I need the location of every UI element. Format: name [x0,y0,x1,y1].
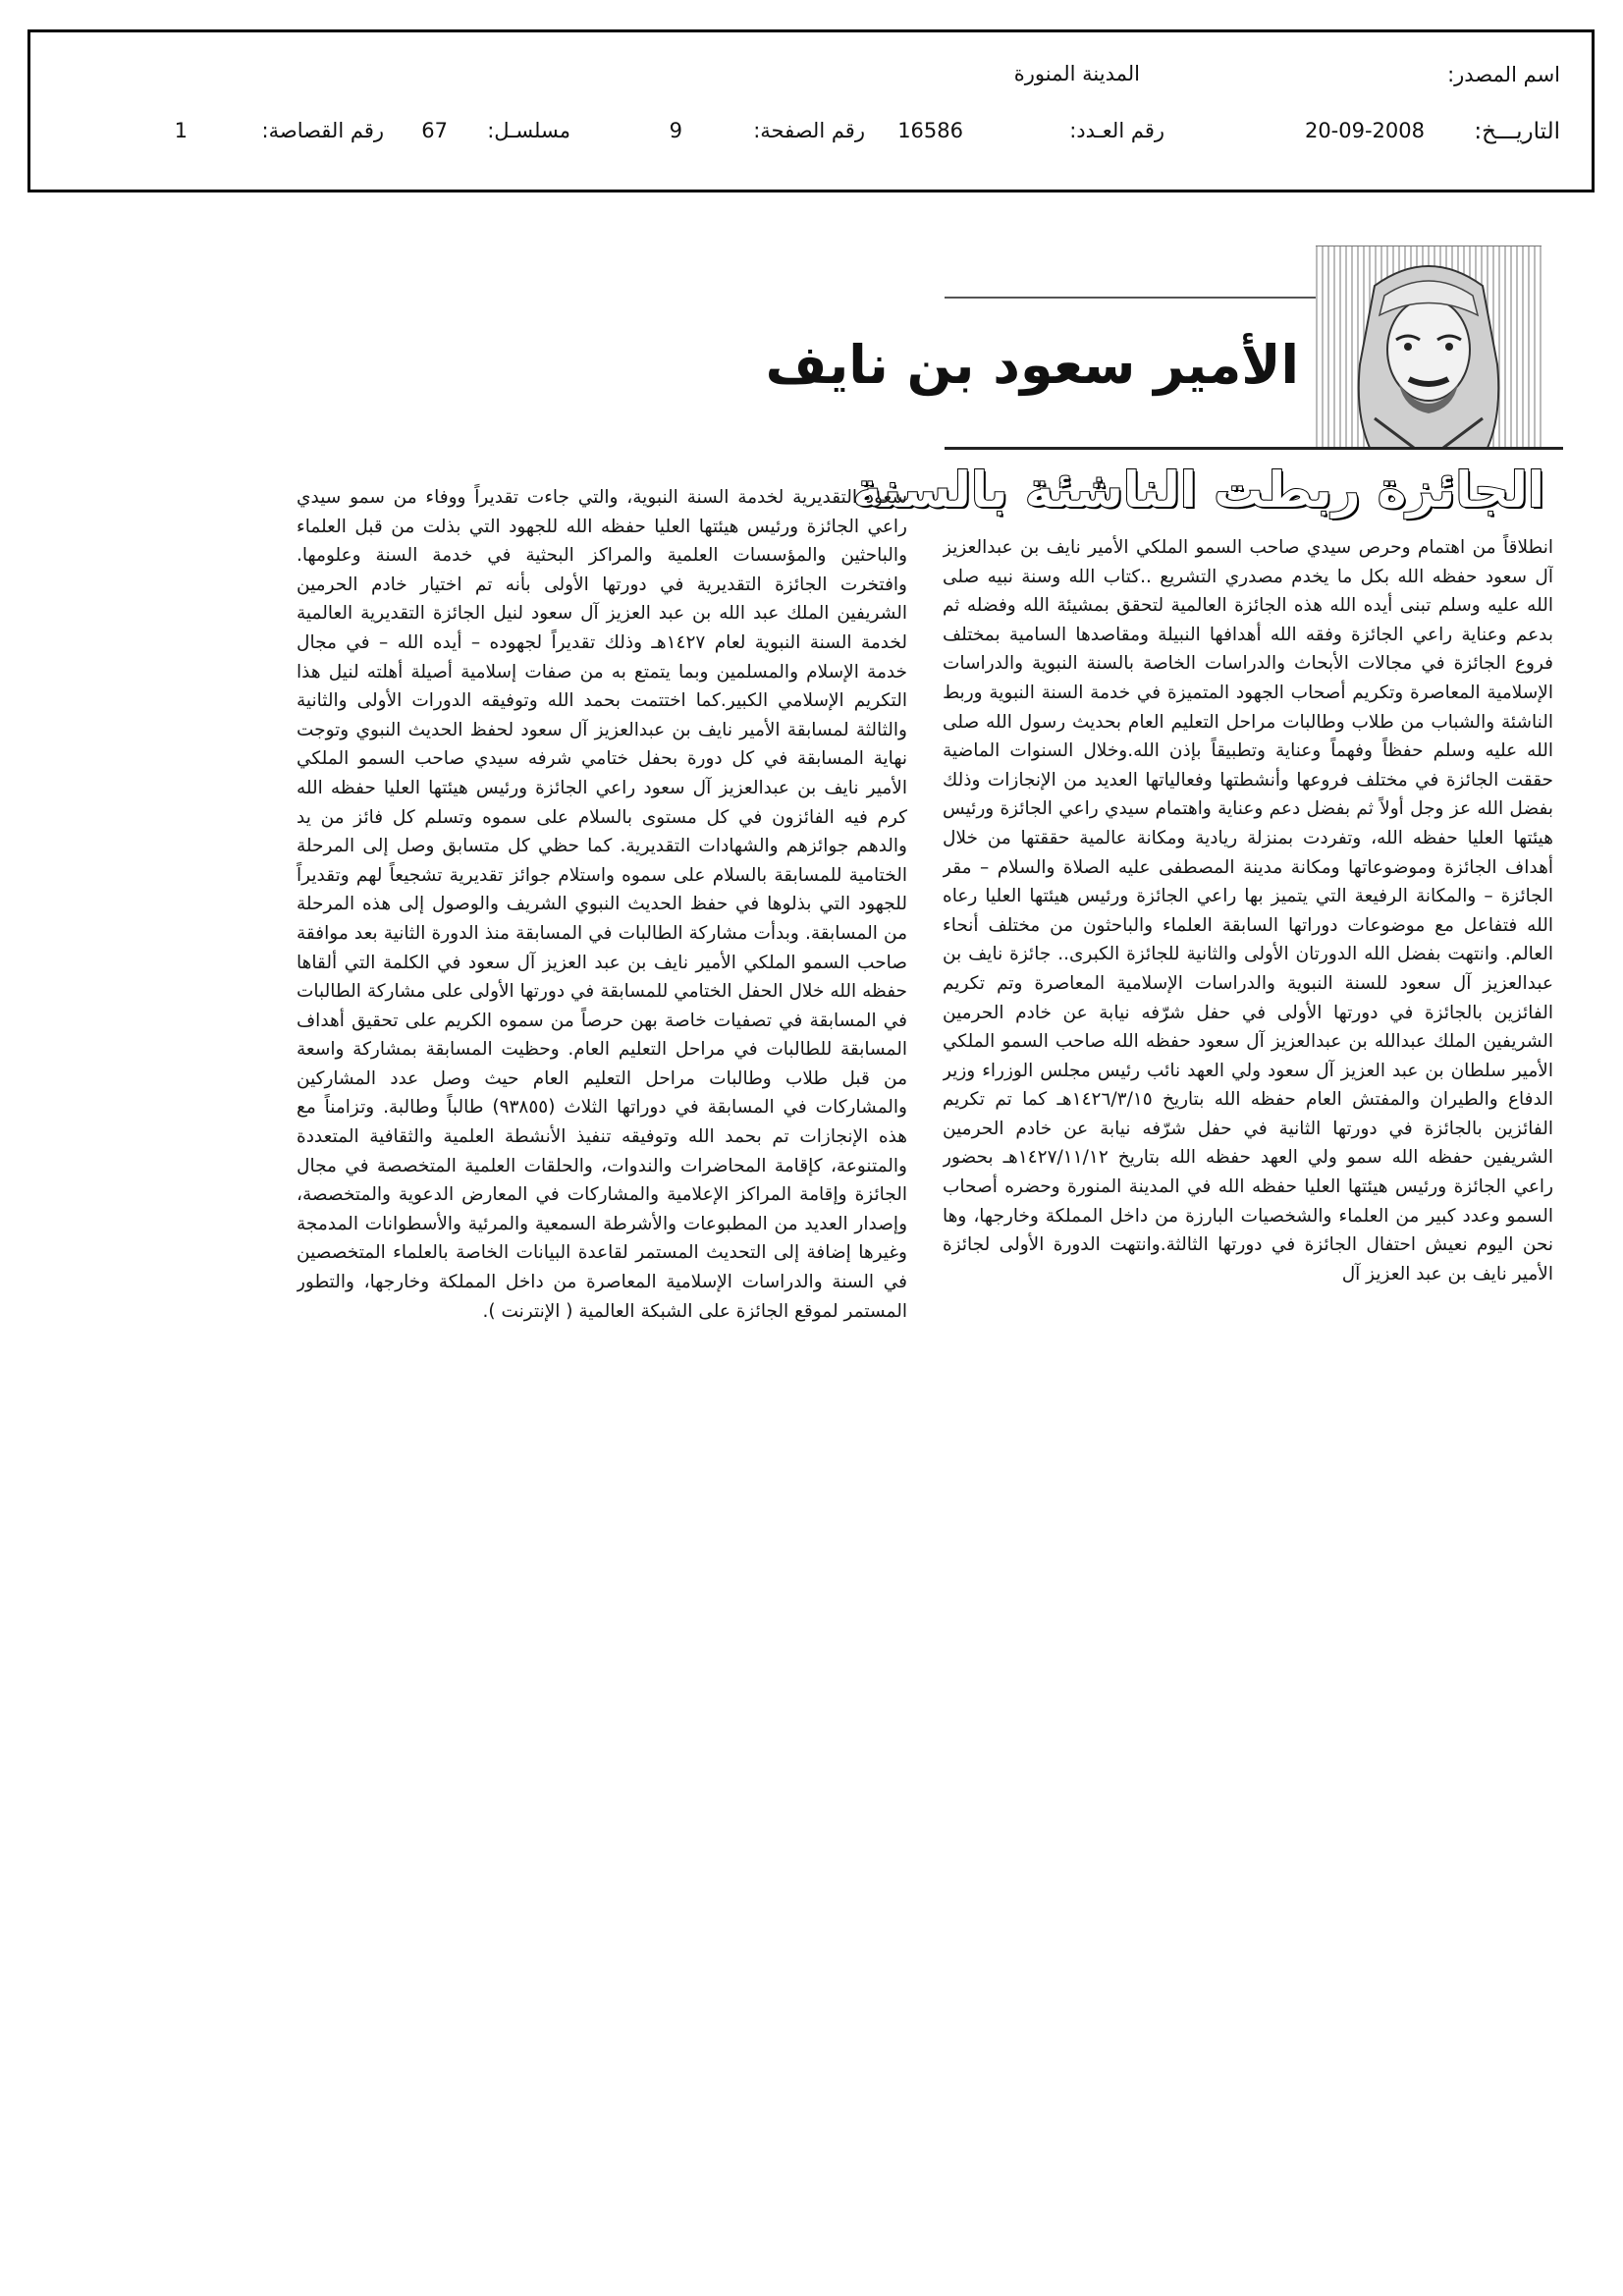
serial-label: مسلسـل: [487,119,570,142]
article-column-right: انطلاقاً من اهتمام وحرص سيدي صاحب السمو الملكي الأمير نايف بن عبدالعزيز آل سعود حفظه الله بكل ما يخدم مصدري التشريع ..كتاب الله وسنة نبيه صلى الله عليه وسلم تبنى أيده الله هذه الجائزة العالمية لتحقق بمشيئة الله وفضله ثم بدعم وعناية راعي الجائزة وفقه الله أهدافها النبيلة ومقاصدها السامية بمختلف فروع الجائزة في مجالات الأبحاث والدراسات الخاصة بالسنة النبوية والدراسات الإسلامية المعاصرة وتكريم أصحاب الجهود المتميزة في خدمة السنة النبوية وربط الناشئة والشباب من طلاب وطالبات مراحل التعليم العام بحديث رسول الله صلى الله عليه وسلم حفظاً وفهماً وعناية وتطبيقاً بإذن الله.وخلال السنوات الماضية حققت الجائزة في مختلف فروعها وأنشطتها وفعالياتها العديد من الإنجازات وذلك بفضل الله عز وجل أولاً ثم بفضل دعم وعناية واهتمام سيدي راعي الجائزة ورئيس هيئتها العليا حفظه الله، وتفردت بمنزلة ريادية ومكانة عالمية حققتها من خلال أهداف الجائزة وموضوعاتها ومكانة مدينة المصطفى عليه الصلاة والسلام – مقر الجائزة – والمكانة الرفيعة التي يتميز بها راعي الجائزة ورئيس هيئتها العليا رعاه الله فتفاعل مع موضوعات دوراتها السابقة العلماء والباحثون من مختلف أنحاء العالم. وانتهت بفضل الله الدورتان الأولى والثانية للجائزة الكبرى.. جائزة نايف بن عبدالعزيز آل سعود للسنة النبوية والدراسات الإسلامية المعاصرة وتم تكريم الفائزين بالجائزة في دورتها الأولى في حفل شرّفه نيابة عن خادم الحرمين الشريفين الملك عبدالله بن عبدالعزيز آل سعود حفظه الله صاحب السمو الملكي الأمير سلطان بن عبد العزيز آل سعود ولي العهد نائب رئيس مجلس الوزراء وزير الدفاع والطيران والمفتش العام حفظه الله بتاريخ ١٤٢٦/٣/١٥هـ كما تم تكريم الفائزين بالجائزة في دورتها الثانية في حفل شرّفه نيابة عن خادم الحرمين الشريفين حفظه الله سمو ولي العهد حفظه الله بتاريخ ١٤٢٧/١١/١٢هـ بحضور راعي الجائزة ورئيس هيئتها العليا حفظه الله في المدينة المنورة وحضره أصحاب السمو وعدد كبير من العلماء والشخصيات البارزة من داخل المملكة وخارجها، وها نحن اليوم نعيش احتفال الجائزة في دورتها الثالثة.وانتهت الدورة الأولى لجائزة الأمير نايف بن عبد العزيز آل [943,537,1553,1285]
page-value: 9 [669,119,682,142]
serial-value: 67 [421,119,448,142]
date-value: 20-09-2008 [1304,119,1425,142]
date-label: التاريـــخ: [1474,119,1560,144]
article-title: الجائزة ربطت الناشئة بالسنة [852,462,1544,519]
author-top-rule [945,297,1318,299]
source-value: المدينة المنورة [1013,62,1140,85]
issue-label: رقم العـدد: [1069,119,1164,142]
author-portrait-image [1316,246,1542,448]
page-label: رقم الصفحة: [753,119,865,142]
clip-label: رقم القصاصة: [261,119,384,142]
source-label: اسم المصدر: [1447,63,1560,86]
author-photo [1316,246,1542,448]
clip-value: 1 [174,119,188,142]
author-name: الأمير سعود بن نايف [765,334,1299,396]
clipping-header [27,29,1595,192]
article-column-left: سعود التقديرية لخدمة السنة النبوية، والتي جاءت تقديراً ووفاء من سمو سيدي راعي الجائزة ورئيس هيئتها العليا حفظه الله للجهود التي بذلت من قبل العلماء والباحثين والمؤسسات العلمية والمراكز البحثية في خدمة السنة وعلومها. وافتخرت الجائزة التقديرية في دورتها الأولى بأنه تم اختيار خادم الحرمين الشريفين الملك عبد الله بن عبد العزيز آل سعود لنيل الجائزة التقديرية العالمية لخدمة السنة النبوية لعام ١٤٢٧هـ وذلك تقديراً لجهوده – أيده الله – في مجال خدمة الإسلام والمسلمين وبما يتمتع به من صفات إسلامية أصيلة أهلته لنيل هذا التكريم الإسلامي الكبير.كما اختتمت بحمد الله وتوفيقه الدورات الأولى والثانية والثالثة لمسابقة الأمير نايف بن عبدالعزيز آل سعود لحفظ الحديث النبوي وتوجت نهاية المسابقة في كل دورة بحفل ختامي شرفه سيدي صاحب السمو الملكي الأمير نايف بن عبدالعزيز آل سعود راعي الجائزة ورئيس هيئتها العليا حفظه الله كرم فيه الفائزون في كل مستوى بالسلام على سموه وتسلم كل فائز من يد والدهم جوائزهم والشهادات التقديرية. كما حظي كل متسابق وصل إلى المرحلة الختامية للمسابقة بالسلام على سموه واستلام جوائز تقديرية تشجيعاً لهم وتقديراً للجهود التي بذلوها في حفظ الحديث النبوي الشريف والوصول إلى هذه المرحلة من المسابقة. وبدأت مشاركة الطالبات في المسابقة منذ الدورة الثانية بعد موافقة صاحب السمو الملكي الأمير نايف بن عبد العزيز آل سعود في الكلمة التي ألقاها حفظه الله خلال الحفل الختامي للمسابقة في دورتها الأولى على مشاركة الطالبات في المسابقة في تصفيات خاصة بهن حرصاً من سموه الكريم على تحقيق أهداف المسابقة للطالبات في مراحل التعليم العام. وحظيت المسابقة بمشاركة واسعة من قبل طلاب وطالبات مراحل التعليم العام حيث وصل عدد المشاركين والمشاركات في المسابقة في دوراتها الثلاث (٩٣٨٥٥) طالباً وطالبة. وتزامناً مع هذه الإنجازات تم بحمد الله وتوفيقه تنفيذ الأنشطة العلمية والثقافية المتعددة والمتنوعة، كإقامة المحاضرات والندوات، والحلقات العلمية المتخصصة في مجال الجائزة وإقامة المراكز الإعلامية والمشاركات في المعارض الدعوية والمتخصصة، وإصدار العديد من المطبوعات والأشرطة السمعية والمرئية والأسطوانات المدمجة وغيرها إضافة إلى التحديث المستمر لقاعدة البيانات الخاصة بالعلماء المتخصصين في السنة والدراسات الإسلامية المعاصرة من داخل المملكة وخارجها، والتطور المستمر لموقع الجائزة على الشبكة العالمية ( الإنترنت ). [297,487,907,1322]
issue-value: 16586 [897,119,963,142]
author-bottom-rule [945,447,1563,450]
